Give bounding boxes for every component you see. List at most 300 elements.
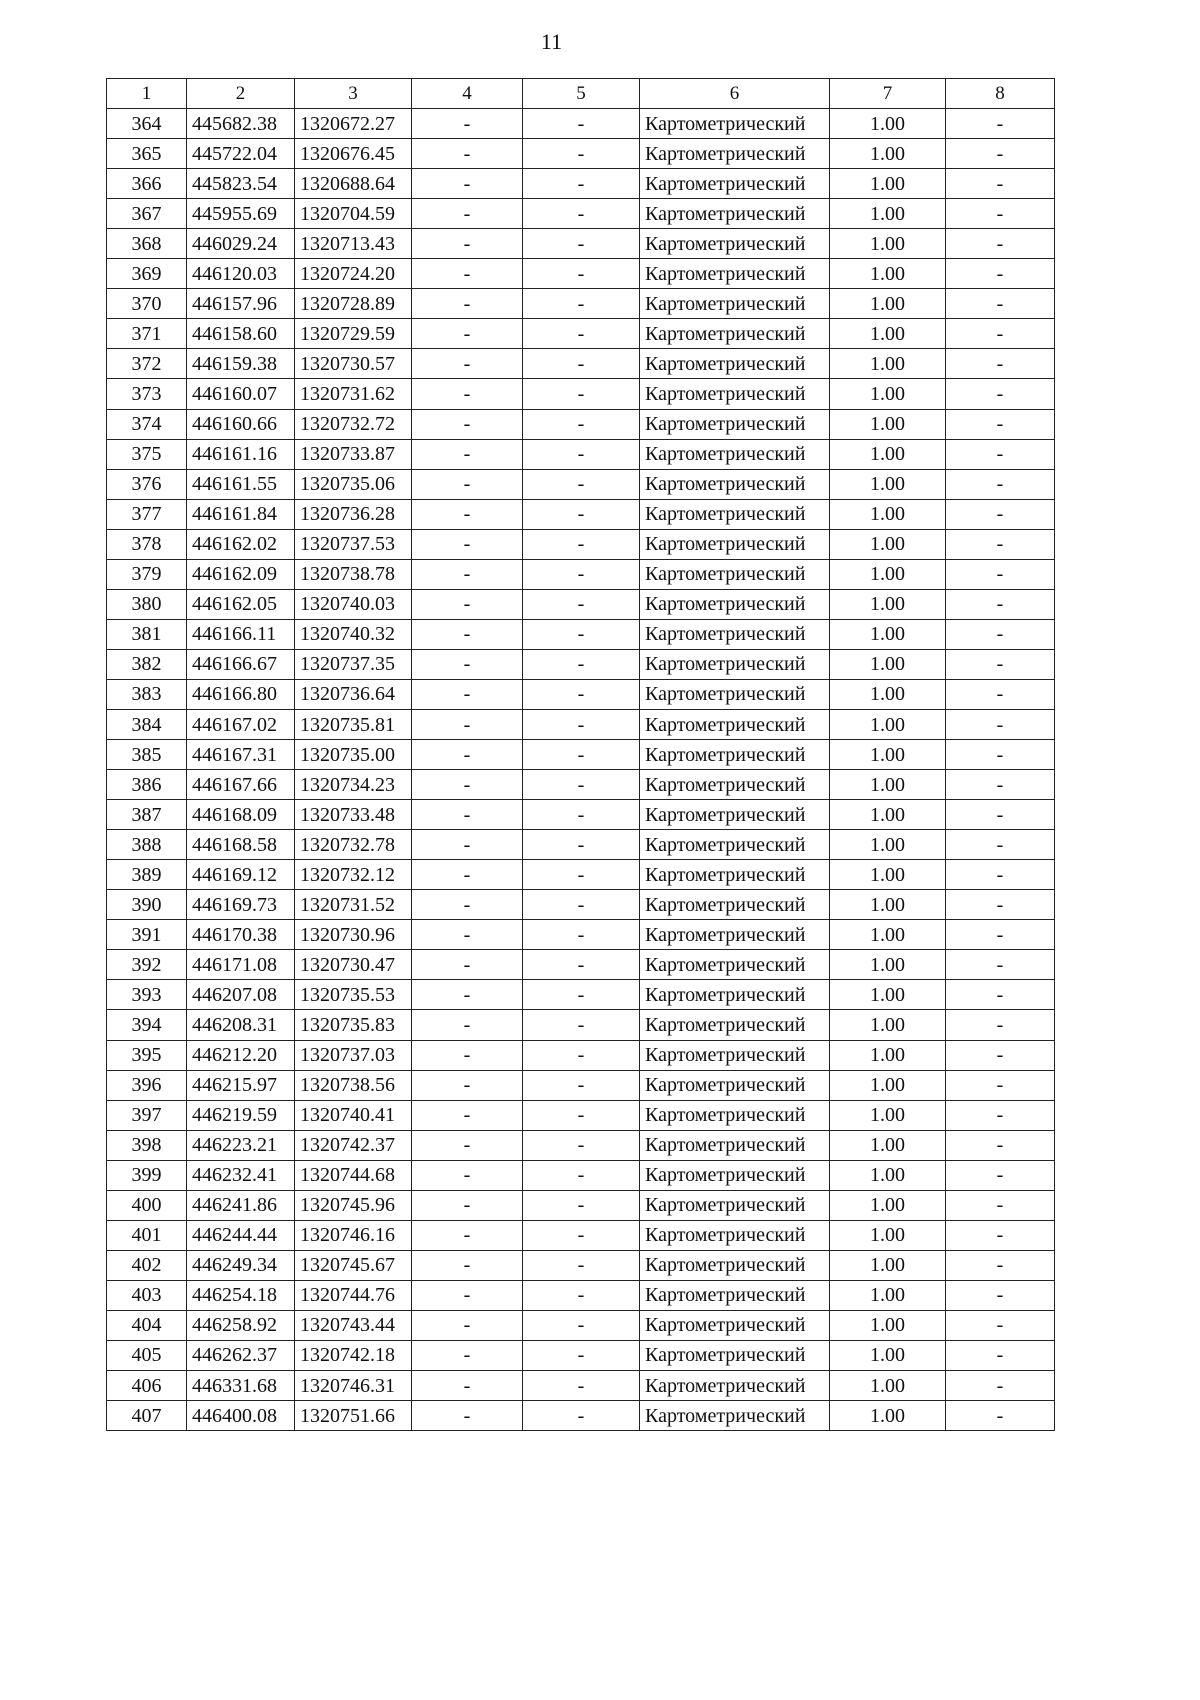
col-8-value-cell: - <box>946 1401 1055 1431</box>
col-4-value-cell: - <box>412 1010 523 1040</box>
coordinate-x-cell: 446159.38 <box>187 349 295 379</box>
coordinate-y-cell: 1320713.43 <box>295 229 412 259</box>
table-row <box>107 740 1055 770</box>
col-4-value-cell: - <box>412 1371 523 1401</box>
table-row <box>107 1040 1055 1070</box>
coordinate-x-cell: 446262.37 <box>187 1340 295 1370</box>
coordinate-x-cell: 446167.66 <box>187 770 295 800</box>
col-8-value-cell: - <box>946 1160 1055 1190</box>
point-number-cell: 377 <box>107 499 187 529</box>
col-4-value-cell: - <box>412 1310 523 1340</box>
method-cell: Картометрический <box>640 499 830 529</box>
coordinate-y-cell: 1320745.96 <box>295 1190 412 1220</box>
page-number: 11 <box>540 29 563 54</box>
point-number-cell: 379 <box>107 559 187 589</box>
method-cell: Картометрический <box>640 109 830 139</box>
accuracy-cell: 1.00 <box>830 1340 946 1370</box>
col-4-value-cell: - <box>412 469 523 499</box>
coordinate-y-cell: 1320746.31 <box>295 1371 412 1401</box>
accuracy-cell: 1.00 <box>830 890 946 920</box>
col-4-value-cell: - <box>412 740 523 770</box>
accuracy-cell: 1.00 <box>830 1401 946 1431</box>
col-8-value-cell: - <box>946 740 1055 770</box>
coordinate-y-cell: 1320744.76 <box>295 1280 412 1310</box>
accuracy-cell: 1.00 <box>830 1100 946 1130</box>
col-8-value-cell: - <box>946 139 1055 169</box>
col-5-value-cell: - <box>523 1340 640 1370</box>
col-8-value-cell: - <box>946 559 1055 589</box>
coordinate-y-cell: 1320729.59 <box>295 319 412 349</box>
coordinate-y-cell: 1320735.83 <box>295 1010 412 1040</box>
point-number-cell: 382 <box>107 649 187 679</box>
point-number-cell: 381 <box>107 619 187 649</box>
coordinate-y-cell: 1320744.68 <box>295 1160 412 1190</box>
point-number-cell: 371 <box>107 319 187 349</box>
method-cell: Картометрический <box>640 1310 830 1340</box>
coordinate-y-cell: 1320732.12 <box>295 860 412 890</box>
method-cell: Картометрический <box>640 1220 830 1250</box>
coordinate-x-cell: 446161.55 <box>187 469 295 499</box>
method-cell: Картометрический <box>640 1040 830 1070</box>
coordinate-y-cell: 1320742.37 <box>295 1130 412 1160</box>
coordinate-y-cell: 1320735.81 <box>295 709 412 739</box>
col-5-value-cell: - <box>523 1160 640 1190</box>
point-number-cell: 398 <box>107 1130 187 1160</box>
col-8-value-cell: - <box>946 259 1055 289</box>
method-cell: Картометрический <box>640 559 830 589</box>
col-8-value-cell: - <box>946 409 1055 439</box>
method-cell: Картометрический <box>640 409 830 439</box>
method-cell: Картометрический <box>640 1100 830 1130</box>
col-8-value-cell: - <box>946 319 1055 349</box>
table-row <box>107 1160 1055 1190</box>
column-header-1: 1 <box>107 79 187 109</box>
coordinate-x-cell: 446162.02 <box>187 529 295 559</box>
col-5-value-cell: - <box>523 709 640 739</box>
column-header-2: 2 <box>187 79 295 109</box>
table-row <box>107 770 1055 800</box>
coordinate-y-cell: 1320672.27 <box>295 109 412 139</box>
method-cell: Картометрический <box>640 259 830 289</box>
col-8-value-cell: - <box>946 1340 1055 1370</box>
col-8-value-cell: - <box>946 199 1055 229</box>
point-number-cell: 368 <box>107 229 187 259</box>
col-4-value-cell: - <box>412 439 523 469</box>
col-8-value-cell: - <box>946 800 1055 830</box>
col-5-value-cell: - <box>523 169 640 199</box>
col-5-value-cell: - <box>523 229 640 259</box>
point-number-cell: 366 <box>107 169 187 199</box>
coordinate-y-cell: 1320736.64 <box>295 679 412 709</box>
coordinate-y-cell: 1320688.64 <box>295 169 412 199</box>
coordinate-x-cell: 446171.08 <box>187 950 295 980</box>
col-4-value-cell: - <box>412 800 523 830</box>
accuracy-cell: 1.00 <box>830 469 946 499</box>
method-cell: Картометрический <box>640 589 830 619</box>
col-4-value-cell: - <box>412 379 523 409</box>
table-row <box>107 559 1055 589</box>
table-row <box>107 649 1055 679</box>
table-row <box>107 980 1055 1010</box>
coordinate-y-cell: 1320740.32 <box>295 619 412 649</box>
col-8-value-cell: - <box>946 619 1055 649</box>
accuracy-cell: 1.00 <box>830 950 946 980</box>
col-8-value-cell: - <box>946 439 1055 469</box>
coordinate-x-cell: 446219.59 <box>187 1100 295 1130</box>
method-cell: Картометрический <box>640 1070 830 1100</box>
col-8-value-cell: - <box>946 229 1055 259</box>
coordinate-y-cell: 1320731.52 <box>295 890 412 920</box>
coordinate-y-cell: 1320730.57 <box>295 349 412 379</box>
col-4-value-cell: - <box>412 139 523 169</box>
coordinate-x-cell: 446169.73 <box>187 890 295 920</box>
method-cell: Картометрический <box>640 619 830 649</box>
coordinate-y-cell: 1320730.96 <box>295 920 412 950</box>
accuracy-cell: 1.00 <box>830 860 946 890</box>
method-cell: Картометрический <box>640 1340 830 1370</box>
point-number-cell: 372 <box>107 349 187 379</box>
coordinate-y-cell: 1320733.87 <box>295 439 412 469</box>
col-8-value-cell: - <box>946 1371 1055 1401</box>
col-5-value-cell: - <box>523 109 640 139</box>
coordinates-table <box>106 78 1055 1431</box>
method-cell: Картометрический <box>640 950 830 980</box>
accuracy-cell: 1.00 <box>830 199 946 229</box>
col-4-value-cell: - <box>412 920 523 950</box>
coordinate-x-cell: 446160.07 <box>187 379 295 409</box>
table-row <box>107 1371 1055 1401</box>
coordinate-x-cell: 446207.08 <box>187 980 295 1010</box>
coordinate-x-cell: 446166.80 <box>187 679 295 709</box>
method-cell: Картометрический <box>640 800 830 830</box>
col-5-value-cell: - <box>523 379 640 409</box>
method-cell: Картометрический <box>640 920 830 950</box>
coordinate-x-cell: 446212.20 <box>187 1040 295 1070</box>
col-5-value-cell: - <box>523 920 640 950</box>
point-number-cell: 380 <box>107 589 187 619</box>
column-header-3: 3 <box>295 79 412 109</box>
method-cell: Картометрический <box>640 649 830 679</box>
accuracy-cell: 1.00 <box>830 559 946 589</box>
col-5-value-cell: - <box>523 409 640 439</box>
point-number-cell: 392 <box>107 950 187 980</box>
coordinate-y-cell: 1320737.35 <box>295 649 412 679</box>
col-4-value-cell: - <box>412 830 523 860</box>
table-row <box>107 1070 1055 1100</box>
column-header-6: 6 <box>640 79 830 109</box>
col-4-value-cell: - <box>412 259 523 289</box>
method-cell: Картометрический <box>640 319 830 349</box>
col-5-value-cell: - <box>523 619 640 649</box>
col-5-value-cell: - <box>523 649 640 679</box>
col-4-value-cell: - <box>412 199 523 229</box>
coordinate-y-cell: 1320736.28 <box>295 499 412 529</box>
point-number-cell: 369 <box>107 259 187 289</box>
point-number-cell: 376 <box>107 469 187 499</box>
point-number-cell: 399 <box>107 1160 187 1190</box>
accuracy-cell: 1.00 <box>830 229 946 259</box>
col-5-value-cell: - <box>523 589 640 619</box>
coordinate-y-cell: 1320733.48 <box>295 800 412 830</box>
col-5-value-cell: - <box>523 679 640 709</box>
method-cell: Картометрический <box>640 169 830 199</box>
coordinate-y-cell: 1320676.45 <box>295 139 412 169</box>
table-row <box>107 1100 1055 1130</box>
col-5-value-cell: - <box>523 1280 640 1310</box>
accuracy-cell: 1.00 <box>830 379 946 409</box>
coordinate-x-cell: 446232.41 <box>187 1160 295 1190</box>
coordinate-y-cell: 1320735.00 <box>295 740 412 770</box>
coordinate-y-cell: 1320732.78 <box>295 830 412 860</box>
table-row <box>107 259 1055 289</box>
point-number-cell: 375 <box>107 439 187 469</box>
table-row <box>107 1010 1055 1040</box>
col-5-value-cell: - <box>523 1190 640 1220</box>
accuracy-cell: 1.00 <box>830 589 946 619</box>
accuracy-cell: 1.00 <box>830 1310 946 1340</box>
col-5-value-cell: - <box>523 499 640 529</box>
point-number-cell: 407 <box>107 1401 187 1431</box>
table-row <box>107 1280 1055 1310</box>
method-cell: Картометрический <box>640 1371 830 1401</box>
accuracy-cell: 1.00 <box>830 109 946 139</box>
coordinate-x-cell: 446162.05 <box>187 589 295 619</box>
table-row <box>107 319 1055 349</box>
col-5-value-cell: - <box>523 830 640 860</box>
accuracy-cell: 1.00 <box>830 709 946 739</box>
col-4-value-cell: - <box>412 770 523 800</box>
col-8-value-cell: - <box>946 890 1055 920</box>
coordinate-y-cell: 1320745.67 <box>295 1250 412 1280</box>
col-8-value-cell: - <box>946 349 1055 379</box>
col-8-value-cell: - <box>946 1070 1055 1100</box>
point-number-cell: 397 <box>107 1100 187 1130</box>
coordinate-y-cell: 1320737.03 <box>295 1040 412 1070</box>
point-number-cell: 406 <box>107 1371 187 1401</box>
point-number-cell: 386 <box>107 770 187 800</box>
coordinate-x-cell: 445682.38 <box>187 109 295 139</box>
col-4-value-cell: - <box>412 1100 523 1130</box>
point-number-cell: 365 <box>107 139 187 169</box>
method-cell: Картометрический <box>640 830 830 860</box>
col-4-value-cell: - <box>412 349 523 379</box>
accuracy-cell: 1.00 <box>830 920 946 950</box>
coordinate-x-cell: 446400.08 <box>187 1401 295 1431</box>
col-5-value-cell: - <box>523 529 640 559</box>
method-cell: Картометрический <box>640 1190 830 1220</box>
coordinate-y-cell: 1320740.41 <box>295 1100 412 1130</box>
coordinate-x-cell: 446161.84 <box>187 499 295 529</box>
point-number-cell: 390 <box>107 890 187 920</box>
col-8-value-cell: - <box>946 649 1055 679</box>
point-number-cell: 389 <box>107 860 187 890</box>
method-cell: Картометрический <box>640 1160 830 1190</box>
col-8-value-cell: - <box>946 950 1055 980</box>
table-row <box>107 1401 1055 1431</box>
table-row <box>107 1220 1055 1250</box>
col-4-value-cell: - <box>412 1250 523 1280</box>
coordinate-x-cell: 446215.97 <box>187 1070 295 1100</box>
col-5-value-cell: - <box>523 1220 640 1250</box>
coordinate-y-cell: 1320730.47 <box>295 950 412 980</box>
coordinate-y-cell: 1320738.56 <box>295 1070 412 1100</box>
column-header-4: 4 <box>412 79 523 109</box>
coordinate-y-cell: 1320731.62 <box>295 379 412 409</box>
method-cell: Картометрический <box>640 379 830 409</box>
accuracy-cell: 1.00 <box>830 1280 946 1310</box>
method-cell: Картометрический <box>640 709 830 739</box>
col-5-value-cell: - <box>523 559 640 589</box>
coordinate-x-cell: 446168.58 <box>187 830 295 860</box>
col-4-value-cell: - <box>412 890 523 920</box>
table-row <box>107 289 1055 319</box>
point-number-cell: 385 <box>107 740 187 770</box>
col-5-value-cell: - <box>523 1070 640 1100</box>
point-number-cell: 401 <box>107 1220 187 1250</box>
accuracy-cell: 1.00 <box>830 830 946 860</box>
col-8-value-cell: - <box>946 709 1055 739</box>
method-cell: Картометрический <box>640 139 830 169</box>
method-cell: Картометрический <box>640 199 830 229</box>
point-number-cell: 395 <box>107 1040 187 1070</box>
col-4-value-cell: - <box>412 499 523 529</box>
col-4-value-cell: - <box>412 229 523 259</box>
point-number-cell: 404 <box>107 1310 187 1340</box>
col-4-value-cell: - <box>412 1220 523 1250</box>
col-8-value-cell: - <box>946 169 1055 199</box>
method-cell: Картометрический <box>640 529 830 559</box>
point-number-cell: 394 <box>107 1010 187 1040</box>
coordinate-x-cell: 446029.24 <box>187 229 295 259</box>
accuracy-cell: 1.00 <box>830 1220 946 1250</box>
table-row <box>107 1130 1055 1160</box>
point-number-cell: 384 <box>107 709 187 739</box>
table-row <box>107 1250 1055 1280</box>
coordinate-x-cell: 446161.16 <box>187 439 295 469</box>
method-cell: Картометрический <box>640 229 830 259</box>
col-4-value-cell: - <box>412 409 523 439</box>
col-8-value-cell: - <box>946 1250 1055 1280</box>
method-cell: Картометрический <box>640 1130 830 1160</box>
accuracy-cell: 1.00 <box>830 169 946 199</box>
coordinate-y-cell: 1320704.59 <box>295 199 412 229</box>
accuracy-cell: 1.00 <box>830 980 946 1010</box>
method-cell: Картометрический <box>640 1401 830 1431</box>
col-5-value-cell: - <box>523 770 640 800</box>
col-8-value-cell: - <box>946 529 1055 559</box>
col-8-value-cell: - <box>946 770 1055 800</box>
accuracy-cell: 1.00 <box>830 1190 946 1220</box>
table-row <box>107 409 1055 439</box>
method-cell: Картометрический <box>640 1250 830 1280</box>
coordinate-x-cell: 446208.31 <box>187 1010 295 1040</box>
point-number-cell: 391 <box>107 920 187 950</box>
col-5-value-cell: - <box>523 1371 640 1401</box>
col-4-value-cell: - <box>412 109 523 139</box>
col-8-value-cell: - <box>946 1190 1055 1220</box>
coordinate-x-cell: 446258.92 <box>187 1310 295 1340</box>
method-cell: Картометрический <box>640 349 830 379</box>
table-row <box>107 109 1055 139</box>
point-number-cell: 374 <box>107 409 187 439</box>
accuracy-cell: 1.00 <box>830 499 946 529</box>
col-4-value-cell: - <box>412 679 523 709</box>
accuracy-cell: 1.00 <box>830 1040 946 1070</box>
col-8-value-cell: - <box>946 1010 1055 1040</box>
coordinate-x-cell: 446223.21 <box>187 1130 295 1160</box>
col-4-value-cell: - <box>412 289 523 319</box>
col-5-value-cell: - <box>523 800 640 830</box>
accuracy-cell: 1.00 <box>830 1160 946 1190</box>
col-8-value-cell: - <box>946 469 1055 499</box>
col-8-value-cell: - <box>946 589 1055 619</box>
table-row <box>107 1190 1055 1220</box>
table-row <box>107 199 1055 229</box>
table-row <box>107 709 1055 739</box>
table-row <box>107 439 1055 469</box>
coordinate-x-cell: 445955.69 <box>187 199 295 229</box>
method-cell: Картометрический <box>640 469 830 499</box>
method-cell: Картометрический <box>640 890 830 920</box>
col-5-value-cell: - <box>523 1100 640 1130</box>
col-8-value-cell: - <box>946 1220 1055 1250</box>
col-4-value-cell: - <box>412 559 523 589</box>
col-8-value-cell: - <box>946 1310 1055 1340</box>
col-5-value-cell: - <box>523 1401 640 1431</box>
accuracy-cell: 1.00 <box>830 1371 946 1401</box>
table-row <box>107 139 1055 169</box>
method-cell: Картометрический <box>640 980 830 1010</box>
point-number-cell: 373 <box>107 379 187 409</box>
col-5-value-cell: - <box>523 1250 640 1280</box>
col-4-value-cell: - <box>412 169 523 199</box>
coordinate-x-cell: 446168.09 <box>187 800 295 830</box>
accuracy-cell: 1.00 <box>830 800 946 830</box>
coordinate-x-cell: 446167.02 <box>187 709 295 739</box>
accuracy-cell: 1.00 <box>830 1130 946 1160</box>
accuracy-cell: 1.00 <box>830 1070 946 1100</box>
col-5-value-cell: - <box>523 950 640 980</box>
table-row <box>107 349 1055 379</box>
col-5-value-cell: - <box>523 259 640 289</box>
col-4-value-cell: - <box>412 319 523 349</box>
coordinate-x-cell: 446157.96 <box>187 289 295 319</box>
col-4-value-cell: - <box>412 1190 523 1220</box>
coordinate-x-cell: 446170.38 <box>187 920 295 950</box>
table-row <box>107 379 1055 409</box>
col-4-value-cell: - <box>412 1130 523 1160</box>
col-5-value-cell: - <box>523 980 640 1010</box>
coordinate-x-cell: 446162.09 <box>187 559 295 589</box>
col-4-value-cell: - <box>412 980 523 1010</box>
point-number-cell: 405 <box>107 1340 187 1370</box>
col-4-value-cell: - <box>412 950 523 980</box>
col-8-value-cell: - <box>946 860 1055 890</box>
point-number-cell: 396 <box>107 1070 187 1100</box>
col-5-value-cell: - <box>523 289 640 319</box>
col-4-value-cell: - <box>412 860 523 890</box>
col-8-value-cell: - <box>946 679 1055 709</box>
coordinate-y-cell: 1320740.03 <box>295 589 412 619</box>
method-cell: Картометрический <box>640 439 830 469</box>
col-5-value-cell: - <box>523 860 640 890</box>
col-5-value-cell: - <box>523 740 640 770</box>
coordinate-y-cell: 1320734.23 <box>295 770 412 800</box>
accuracy-cell: 1.00 <box>830 319 946 349</box>
table-row <box>107 1310 1055 1340</box>
table-row <box>107 679 1055 709</box>
table-row <box>107 830 1055 860</box>
